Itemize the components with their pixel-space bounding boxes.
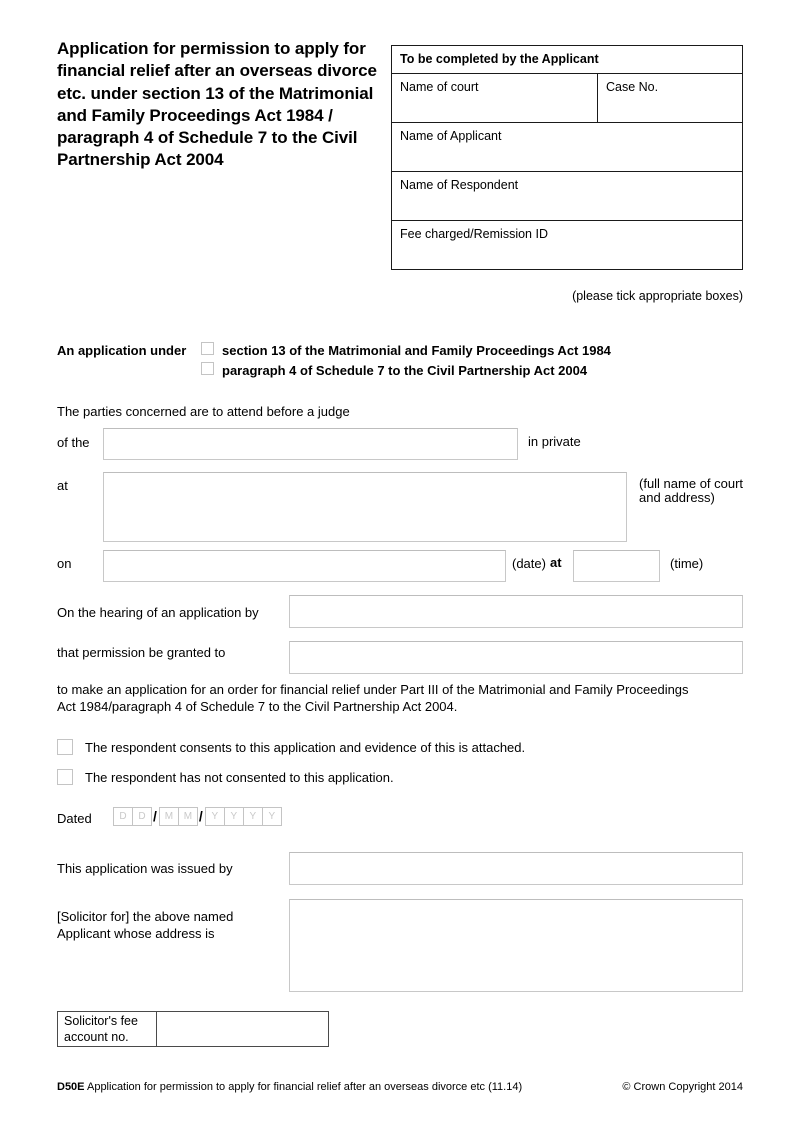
date-year-3[interactable]: Y — [243, 807, 263, 826]
attendance-intro-text: The parties concerned are to attend before a judge — [57, 404, 350, 419]
issued-by-label: This application was issued by — [57, 861, 233, 876]
in-private-label: in private — [528, 434, 581, 449]
table-row — [392, 172, 742, 221]
solicitor-fee-label — [58, 1012, 157, 1046]
judge-of-the-input[interactable] — [103, 428, 518, 460]
solicitor-fee-account-input[interactable] — [157, 1012, 328, 1046]
applicant-details-table — [391, 45, 743, 270]
footer-form-reference — [57, 1081, 522, 1093]
checkbox-paragraph-4[interactable] — [201, 362, 214, 375]
date-month-1[interactable]: M — [159, 807, 179, 826]
checkbox-respondent-consents-label: The respondent consents to this application and evidence of this is attached. — [85, 740, 526, 755]
checkbox-paragraph-4-label: paragraph 4 of Schedule 7 to the Civil Partnership Act 2004 — [222, 363, 588, 378]
fee-charged-remission-field[interactable]: Fee charged/Remission ID — [400, 227, 548, 241]
checkbox-respondent-not-consented[interactable] — [57, 769, 73, 785]
page-title: Application for permission to apply for financial relief after an overseas divorce etc. under section 13 of the Matrimonial and Family Proceedings Act 1984 / paragraph 4 of Schedule 7 to the Civil Partnership Act 2004 — [57, 39, 377, 170]
financial-relief-paragraph: to make an application for an order for financial relief under Part III of the Matrimonial and Family Proceedings Act 1984/paragraph 4 of Schedule 7 to the Civil Partnership Act 2004. — [57, 682, 689, 714]
checkbox-section-13-label: section 13 of the Matrimonial and Family Proceedings Act 1984 — [222, 343, 611, 358]
date-day-2[interactable]: D — [132, 807, 152, 826]
hearing-application-by-input[interactable] — [289, 595, 743, 628]
solicitor-address-label-line2: Applicant whose address is — [57, 926, 215, 941]
date-separator-2: / — [198, 808, 203, 824]
time-hint: (time) — [670, 556, 704, 571]
table-row — [392, 221, 742, 270]
at-time-label: at — [550, 555, 562, 570]
court-address-hint-line2: and address) — [639, 490, 715, 505]
hearing-date-input[interactable] — [103, 550, 506, 582]
tick-instruction-note: (please tick appropriate boxes) — [572, 289, 743, 303]
of-the-label: of the — [57, 435, 90, 450]
on-date-label: on — [57, 556, 72, 571]
at-court-label: at — [57, 478, 68, 493]
name-of-court-field[interactable]: Name of court — [392, 74, 598, 122]
name-of-applicant-field[interactable]: Name of Applicant — [400, 129, 502, 143]
application-under-label: An application under — [57, 343, 187, 358]
date-month-2[interactable]: M — [178, 807, 198, 826]
dated-label: Dated — [57, 811, 92, 826]
solicitor-fee-label-line2: account no. — [64, 1029, 129, 1044]
date-year-2[interactable]: Y — [224, 807, 244, 826]
date-hint: (date) — [512, 556, 546, 571]
permission-granted-label: that permission be granted to — [57, 645, 226, 660]
solicitor-fee-account-table — [57, 1011, 329, 1047]
date-year-4[interactable]: Y — [262, 807, 282, 826]
case-number-field[interactable]: Case No. — [606, 80, 659, 94]
hearing-time-input[interactable] — [573, 550, 660, 582]
solicitor-address-label-line1: [Solicitor for] the above named — [57, 909, 234, 924]
date-separator-1: / — [153, 808, 157, 824]
solicitor-address-input[interactable] — [289, 899, 743, 992]
table-row — [392, 123, 742, 172]
hearing-application-by-label: On the hearing of an application by — [57, 605, 259, 620]
table-header-row — [392, 46, 742, 74]
court-address-input[interactable] — [103, 472, 627, 542]
footer-copyright: © Crown Copyright 2014 — [622, 1081, 743, 1093]
dated-input-group — [113, 807, 281, 826]
date-year-1[interactable]: Y — [205, 807, 225, 826]
footer-form-description: Application for permission to apply for financial relief after an overseas divorce etc (11.14) — [86, 1081, 523, 1093]
checkbox-section-13[interactable] — [201, 342, 214, 355]
date-day-1[interactable]: D — [113, 807, 133, 826]
court-address-hint-line1: (full name of court — [639, 476, 744, 491]
solicitor-fee-label-line1: Solicitor's fee — [64, 1014, 138, 1028]
checkbox-respondent-not-consented-label: The respondent has not consented to this application. — [85, 770, 394, 785]
checkbox-respondent-consents[interactable] — [57, 739, 73, 755]
table-row — [392, 74, 742, 123]
applicant-table-header: To be completed by the Applicant — [400, 52, 599, 66]
footer-form-code: D50E — [57, 1081, 85, 1093]
name-of-respondent-field[interactable]: Name of Respondent — [400, 178, 519, 192]
issued-by-input[interactable] — [289, 852, 743, 885]
permission-granted-input[interactable] — [289, 641, 743, 674]
